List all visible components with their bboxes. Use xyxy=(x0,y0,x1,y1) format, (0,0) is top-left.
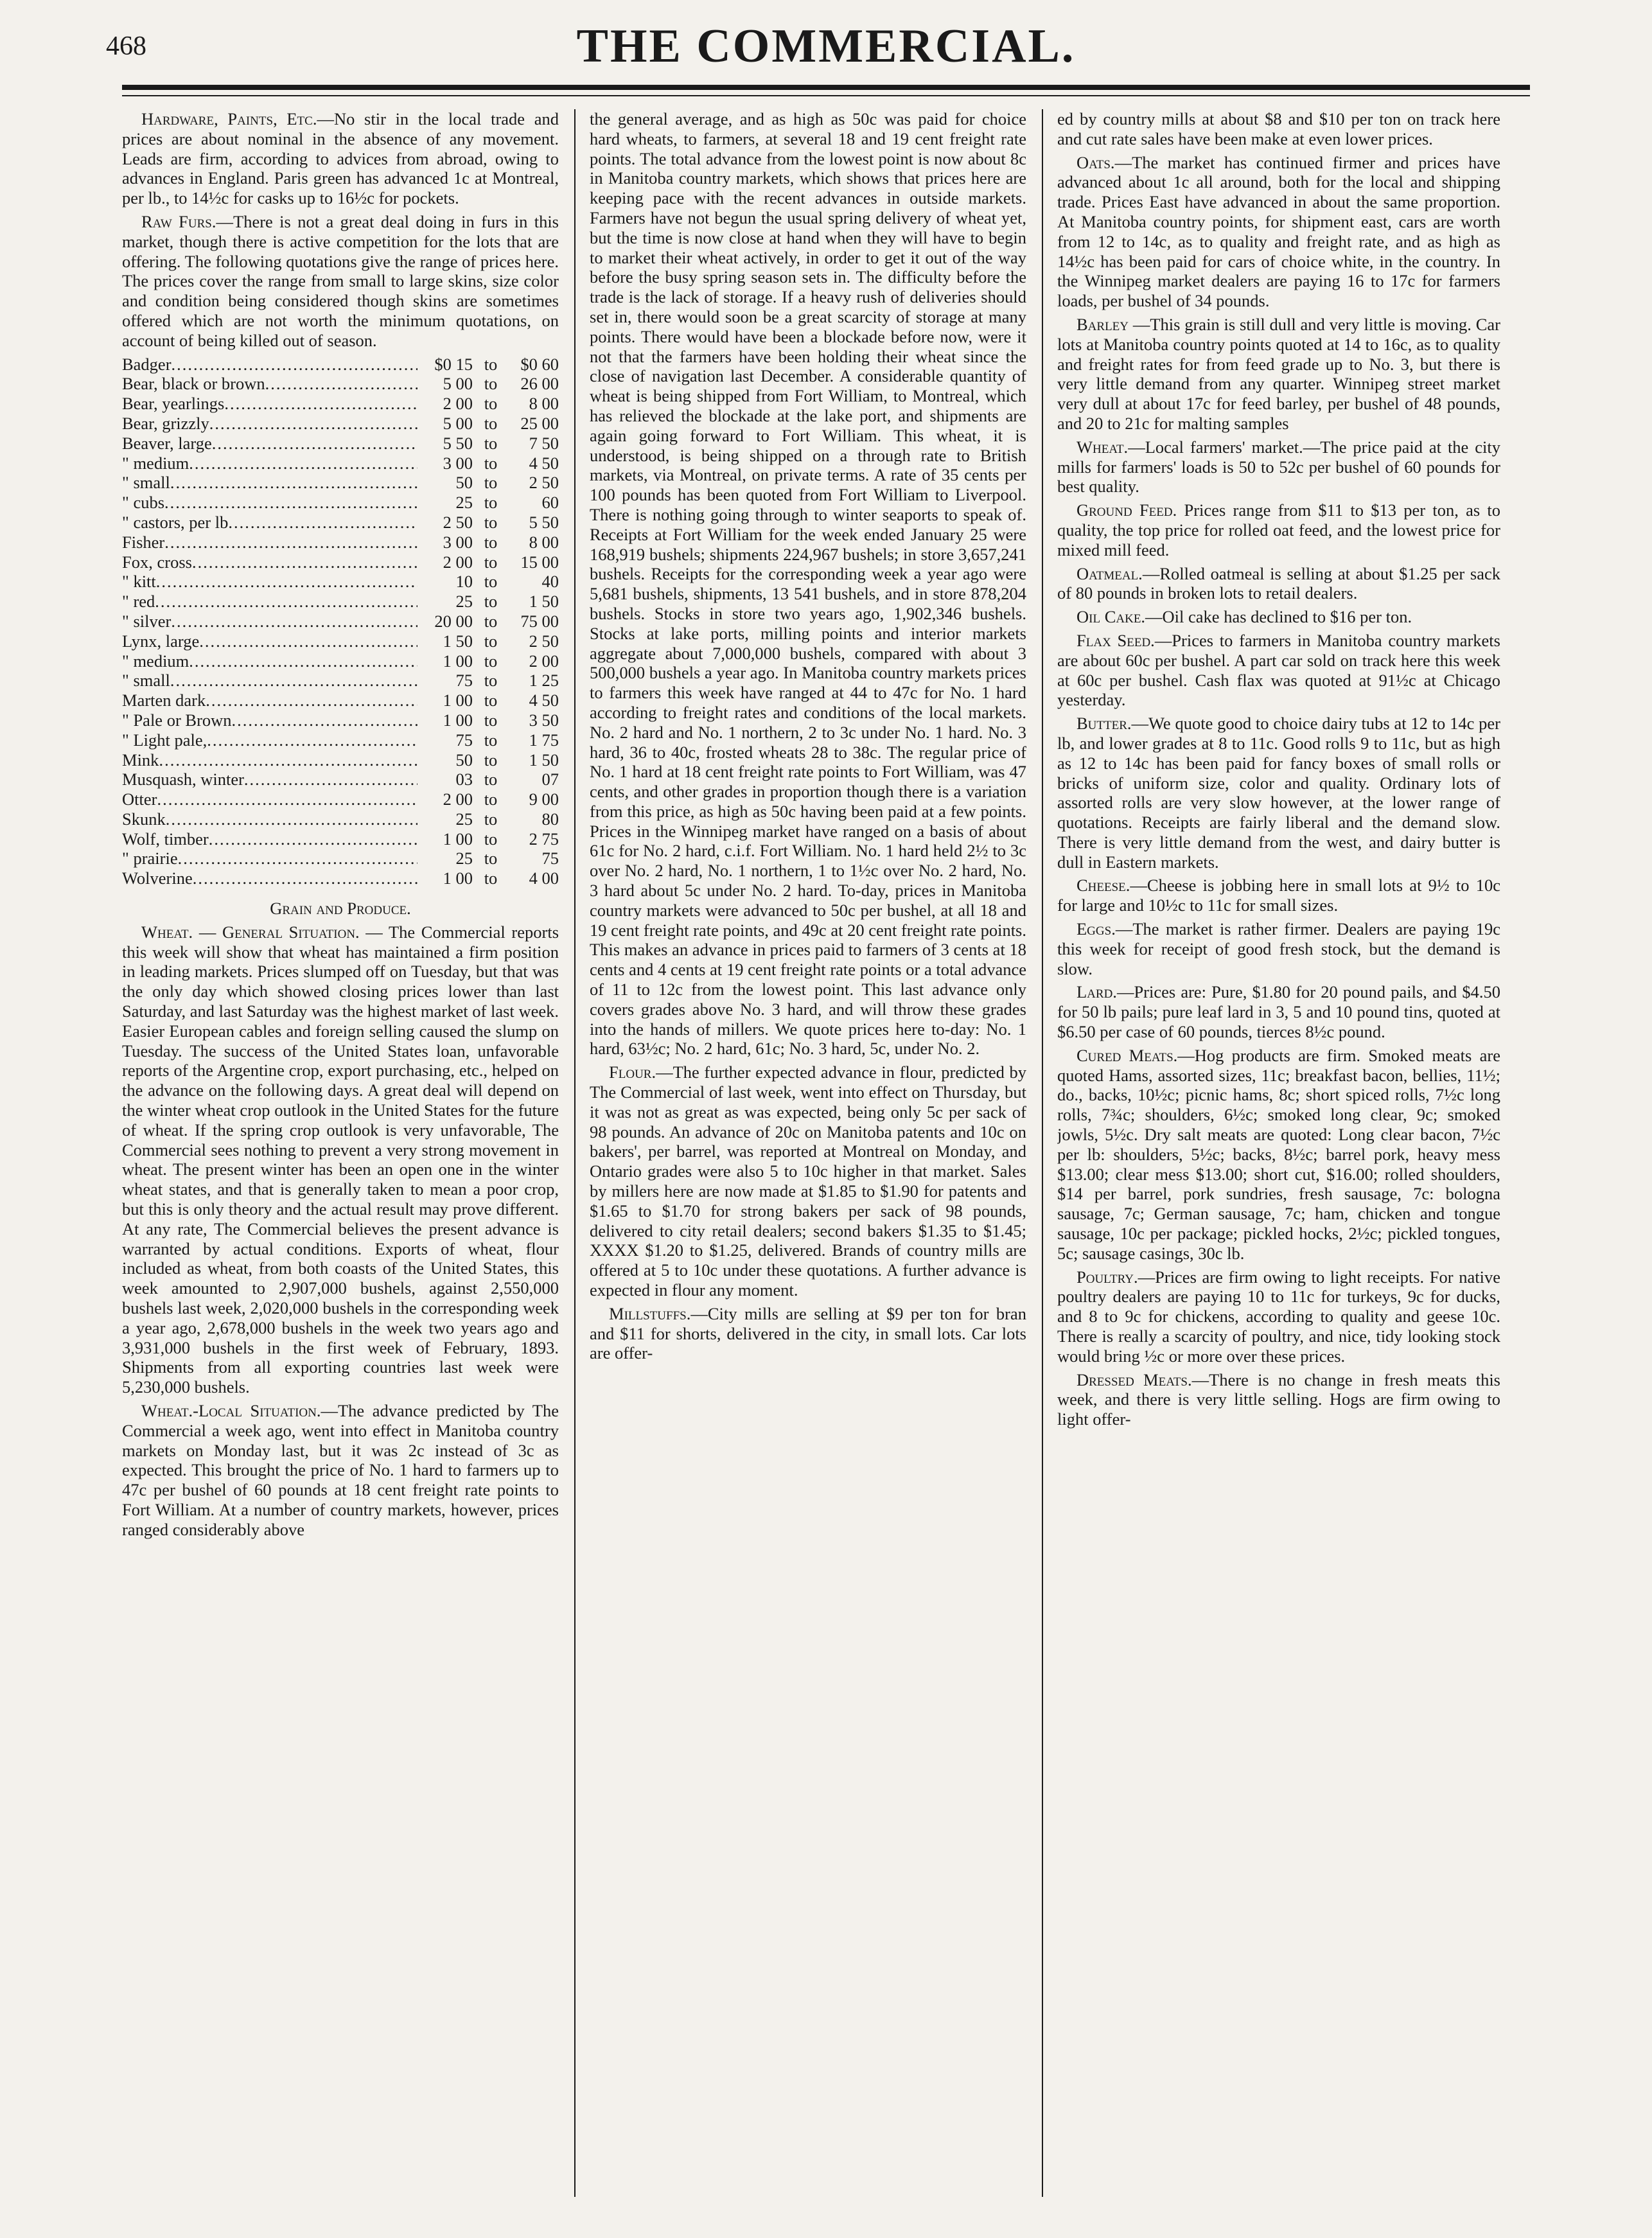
fur-price-high: 1 50 xyxy=(529,750,559,770)
fur-price-row xyxy=(122,572,559,592)
heading-millstuffs: Millstuffs. xyxy=(609,1303,691,1323)
column-2 xyxy=(590,109,1026,2216)
dot-leader xyxy=(189,651,417,671)
fur-price-high: 15 00 xyxy=(520,552,559,572)
fur-price-high: 80 xyxy=(541,809,559,829)
fur-price-low: 25 xyxy=(455,809,473,829)
fur-price-low: 1 50 xyxy=(443,631,473,651)
dot-leader xyxy=(199,631,417,651)
paragraph-ground-feed: Ground Feed. Prices range from $11 to $13 per ton, as to quality, the top price for rolled oat feed, and the lowest price for mixed mill feed. xyxy=(1057,500,1500,560)
dot-leader xyxy=(159,750,417,770)
heading-ground-feed: Ground Feed. xyxy=(1076,500,1177,520)
dot-leader xyxy=(189,454,417,473)
heading-wheat-general: Wheat. — General Situation. xyxy=(141,922,360,942)
fur-price-low: 1 00 xyxy=(443,691,473,710)
fur-price-row xyxy=(122,730,559,750)
fur-price-high: 1 75 xyxy=(529,730,559,750)
fur-price-row xyxy=(122,691,559,710)
fur-name: Fisher xyxy=(122,532,165,552)
fur-price-high: 5 50 xyxy=(529,512,559,532)
heading-barley: Barley xyxy=(1076,314,1129,334)
fur-price-high: 1 50 xyxy=(529,592,559,612)
dot-leader xyxy=(212,434,417,454)
fur-price-to: to xyxy=(484,592,498,612)
fur-price-to: to xyxy=(484,671,498,691)
section-title-grain: Grain and Produce. xyxy=(270,899,411,919)
heading-eggs: Eggs. xyxy=(1076,919,1116,939)
dot-leader xyxy=(224,394,417,414)
fur-name: Wolf, timber xyxy=(122,829,209,849)
heading-poultry: Poultry. xyxy=(1076,1267,1138,1287)
fur-price-to: to xyxy=(484,413,498,433)
column-divider-1 xyxy=(574,109,576,2197)
fur-name: Otter xyxy=(122,789,157,809)
fur-price-row xyxy=(122,394,559,414)
fur-name: " medium xyxy=(122,453,189,473)
fur-price-low: 10 xyxy=(455,572,473,592)
page-number: 468 xyxy=(106,31,146,61)
fur-price-low: 3 00 xyxy=(443,453,473,473)
fur-price-low: 25 xyxy=(455,849,473,868)
dot-leader xyxy=(164,493,417,513)
fur-price-high: 7 50 xyxy=(529,433,559,453)
fur-price-high: 9 00 xyxy=(529,789,559,809)
fur-name: " small xyxy=(122,671,170,691)
column-1 xyxy=(122,109,559,2216)
fur-price-row xyxy=(122,809,559,829)
fur-price-row xyxy=(122,829,559,849)
fur-price-low: $0 15 xyxy=(434,354,473,374)
fur-price-row xyxy=(122,868,559,888)
column-3 xyxy=(1057,109,1500,2216)
heading-oil-cake: Oil Cake. xyxy=(1076,607,1146,627)
fur-name: Bear, grizzly xyxy=(122,413,209,433)
paragraph-millstuffs: Millstuffs.—City mills are selling at $9 per ton for bran and $11 for shorts, delivered in the city, in small lots. Car lots are offer- xyxy=(590,1303,1026,1363)
fur-name: " kitt xyxy=(122,572,156,592)
fur-price-high: 4 00 xyxy=(529,868,559,888)
fur-name: " cubs xyxy=(122,493,165,513)
dot-leader xyxy=(206,691,417,710)
fur-name: Marten dark xyxy=(122,691,206,710)
fur-price-row xyxy=(122,789,559,809)
fur-price-row xyxy=(122,612,559,631)
fur-price-to: to xyxy=(484,849,498,868)
fur-price-low: 2 00 xyxy=(443,394,473,414)
fur-price-low: 1 00 xyxy=(443,710,473,730)
dot-leader xyxy=(244,770,417,789)
masthead-rule-thick xyxy=(122,85,1530,90)
paragraph-oats: Oats.—The market has continued firmer and prices have advanced about 1c all around, both for the local and shipping trade. Prices East have advanced in about the same proportion. At Manitoba country points, for shipment east, cars are worth from 12 to 14c, as to quality and freight rate, and as high as 14½c has been paid for cars of choice white, in the country. In the Winnipeg market dealers are paying 16 to 17c for farmers loads, per bushel of 34 pounds. xyxy=(1057,152,1500,311)
fur-price-low: 2 50 xyxy=(443,512,473,532)
paragraph-lard: Lard.—Prices are: Pure, $1.80 for 20 pound pails, and $4.50 for 50 lb pails; pure leaf lard in 3, 5 and 10 pound tins, quoted at $6.50 per case of 60 pounds, tierces 8½c pound. xyxy=(1057,982,1500,1042)
paragraph-butter: Butter.—We quote good to choice dairy tubs at 12 to 14c per lb, and lower grades at 8 to 11c. Good rolls 9 to 11c, but as high as 12 to 14c has been paid for fancy boxes of small rolls or bricks of uniform size, color and quality. Ordinary lots of assorted rolls are very slow however, at the lower range of quotations. Receipts are fairly liberal and the demand slow. There is very little demand from the west, and dairy butter is dull in Eastern markets. xyxy=(1057,714,1500,872)
fur-price-low: 75 xyxy=(455,730,473,750)
heading-lard: Lard. xyxy=(1076,982,1117,1002)
dot-leader xyxy=(209,414,417,434)
fur-name: " medium xyxy=(122,651,189,671)
paragraph-flour: Flour.—The further expected advance in flour, predicted by The Commercial of last week, went into effect on Thursday, but it was not as great as was expected, being only 5c per sack of 98 pounds. An advance of 20c on Manitoba patents and 10c on bakers', per barrel, was reported at Montreal on Monday, and Ontario grades were also 5 to 10c higher in that market. Sales by millers here are now made at $1.85 to $1.90 for patents and $1.65 to $1.70 for strong bakers per sack of 98 pounds, delivered to city retail dealers; second bakers $1.35 to $1.45; XXXX $1.20 to $1.25, delivered. Brands of country mills are offered at 5 to 10c under these quotations. A further advance is expected in flour any moment. xyxy=(590,1062,1026,1300)
fur-price-high: 40 xyxy=(541,572,559,592)
dot-leader xyxy=(170,671,417,691)
fur-name: Musquash, winter xyxy=(122,770,244,789)
fur-price-list xyxy=(122,355,559,889)
dot-leader xyxy=(265,374,417,394)
paragraph-millstuffs-continued: ed by country mills at about $8 and $10 per ton on track here and cut rate sales have been make at even lower prices. xyxy=(1057,109,1500,148)
fur-name: Bear, yearlings xyxy=(122,394,225,414)
fur-price-to: to xyxy=(484,651,498,671)
dot-leader xyxy=(155,592,417,612)
dot-leader xyxy=(157,789,417,809)
fur-price-high: 2 50 xyxy=(529,473,559,493)
fur-price-row xyxy=(122,414,559,434)
paragraph-wheat-local-market: Wheat.—Local farmers' market.—The price paid at the city mills for farmers' loads is 50 to 52c per bushel of 60 pounds for best quality. xyxy=(1057,437,1500,497)
paragraph-oil-cake: Oil Cake.—Oil cake has declined to $16 per ton. xyxy=(1076,607,1412,627)
paragraph-cured-meats: Cured Meats.—Hog products are firm. Smoked meats are quoted Hams, assorted sizes, 11c; breakfast bacon, bellies, 11½; do., backs, 10½c; picnic hams, 8c; short spiced rolls, 7½c long rolls, 7¾c; shoulders, 6½c; smoked long clear, 9c; smoked jowls, 5½c. Dry salt meats are quoted: Long clear bacon, 7½c per lb: shoulders, 5½c; backs, 8½c; barrel pork, heavy mess $13.00; clear mess $13.00; short cut, $16.00; rolled shoulders, $14 per barrel, pork sundries, fresh sausage, 7c: bologna sausage, 7c; German sausage, 7c; ham, chicken and tongue sausage, 10c per package; pickled hocks, 2½c; pickled tongues, 5c; sausage casings, 30c lb. xyxy=(1057,1045,1500,1263)
dot-leader xyxy=(207,730,417,750)
fur-price-row xyxy=(122,849,559,868)
fur-price-row xyxy=(122,770,559,789)
paragraph-hardware: Hardware, Paints, Etc.—No stir in the local trade and prices are about nominal in the absence of any movement. Leads are firm, according to advices from abroad, owing to advances in England. Paris green has advanced 1c at Montreal, per lb., to 14½c for casks up to 16½c for pockets. xyxy=(122,109,559,208)
heading-cheese: Cheese. xyxy=(1076,876,1130,895)
fur-price-to: to xyxy=(484,532,498,552)
fur-name: " silver xyxy=(122,611,171,631)
fur-name: " castors, per lb xyxy=(122,512,229,532)
fur-price-to: to xyxy=(484,829,498,849)
column-divider-2 xyxy=(1042,109,1043,2197)
heading-flax-seed: Flax Seed. xyxy=(1076,630,1155,650)
dot-leader xyxy=(228,513,417,533)
fur-price-row xyxy=(122,434,559,454)
fur-price-low: 1 00 xyxy=(443,651,473,671)
fur-price-to: to xyxy=(484,611,498,631)
fur-price-low: 25 xyxy=(455,592,473,612)
heading-oats: Oats. xyxy=(1076,152,1115,172)
fur-price-low: 50 xyxy=(455,750,473,770)
masthead-rule-thin xyxy=(122,95,1530,96)
fur-price-low: 5 50 xyxy=(443,433,473,453)
heading-flour: Flour. xyxy=(609,1062,656,1082)
dot-leader xyxy=(209,829,417,849)
paragraph-poultry: Poultry.—Prices are firm owing to light receipts. For native poultry dealers are paying 10 to 11c for turkeys, 9c for ducks, and 8 to 9c for chickens, according to quality and geese 10c. There is really a scarcity of poultry, and nice, tidy looking stock would bring ½c or more over these prices. xyxy=(1057,1267,1500,1366)
dot-leader xyxy=(164,533,417,552)
fur-price-to: to xyxy=(484,789,498,809)
dot-leader xyxy=(193,868,417,888)
dot-leader xyxy=(232,710,417,730)
fur-price-high: 8 00 xyxy=(529,394,559,414)
paragraph-raw-furs: Raw Furs.—There is not a great deal doing in furs in this market, though there is active competition for the lots that are offering. The following quotations give the range of prices here. The prices cover the range from small to large skins, size color and condition being considered though skins are sometimes offered which are not worth the minimum quotations, on account of being killed out of season. xyxy=(122,211,559,350)
fur-price-high: 2 00 xyxy=(529,651,559,671)
fur-price-high: $0 60 xyxy=(520,354,559,374)
fur-price-low: 5 00 xyxy=(443,413,473,433)
fur-price-low: 3 00 xyxy=(443,532,473,552)
fur-price-high: 2 75 xyxy=(529,829,559,849)
fur-price-high: 4 50 xyxy=(529,453,559,473)
fur-price-to: to xyxy=(484,631,498,651)
heading-wheat-local-market: Wheat. xyxy=(1076,437,1129,457)
fur-price-to: to xyxy=(484,572,498,592)
fur-price-row xyxy=(122,631,559,651)
fur-price-row xyxy=(122,493,559,513)
fur-name: Beaver, large xyxy=(122,433,212,453)
fur-price-row xyxy=(122,750,559,770)
fur-price-high: 60 xyxy=(541,493,559,513)
dot-leader xyxy=(156,572,417,592)
paragraph-dressed-meats: Dressed Meats.—There is no change in fresh meats this week, and there is very little selling. Hogs are firm owing to light offer- xyxy=(1057,1370,1500,1429)
fur-price-low: 1 00 xyxy=(443,868,473,888)
fur-price-row xyxy=(122,710,559,730)
fur-price-to: to xyxy=(484,691,498,710)
paragraph-wheat-continued: the general average, and as high as 50c was paid for choice hard wheats, to farmers, at several 18 and 19 cent freight rate points. The total advance from the lowest point is now about 8c in Manitoba country markets, which shows that prices here are keeping pace with the recent advances in outside markets. Farmers have not begun the usual spring delivery of wheat yet, but the time is now close at hand when they will have to begin to market their wheat actively, in order to get it out of the way before the busy spring season sets in. The difficulty before the trade is the lack of storage. If a heavy rush of deliveries should set in, there would soon be a great scarcity of storage at many points. There would have been a blockade before now, were it not that the farmers have been holding their wheat since the close of navigation last December. A considerable quantity of wheat is being shipped from Fort William, to Montreal, which has relieved the blockade at the lake port, and shipments are again going forward to Fort William. This wheat, it is understood, is being shipped on a through rate to British markets, via Montreal, on private terms. A rate of 35 cents per 100 pounds has been quoted from Fort William to Liverpool. There is nothing going through to winter seaports to speak of. Receipts at Fort William for the week ended January 25 were 168,919 bushels; shipments 224,967 bushels; in store 3,657,241 bushels. Receipts for the corresponding week a year ago were 5,681 bushels, shipments, 13 541 bushels, and in store 878,204 bushels. Stocks in store two years ago, 1,902,346 bushels. Stocks at lake ports, milling points and interior markets aggregate about 7,000,000 bushels, compared with about 3 500,000 bushels a year ago. In Manitoba country markets prices to farmers this week have ranged at 44 to 47c for No. 1 hard according to freight rates and conditions of the local markets. No. 2 hard and No. 1 northern, 2 to 3c under No. 1 hard. No. 3 hard, 36 to 40c, frosted wheats 28 to 38c. The regular price of No. 1 hard at 18 cent freight rate points to Fort William, was 47 cents, and other grades in proportion though there is a variation from this price, as high as 50c having been paid at a few points. Prices in the Winnipeg market have ranged on a basis of about 61c for No. 2 hard, c.i.f. Fort William. No. 1 hard held 2½ to 3c over No. 2 hard, No. 1 northern, 1 to 1½c over No. 2 hard, No. 3 hard about 5c under No. 2 hard. To-day, prices in Manitoba country markets were advanced to 50c per bushel, at all 18 and 19 cent freight rate points, and 49c at 20 cent freight rate points. This makes an advance in prices paid to farmers of 3 cents at 18 cents and 4 cents at 19 cent freight rate points or a total advance of 11 to 12c from the lowest point. This last advance only covers grades above No. 3 hard, and will throw these grades into the hands of millers. We quote prices here to-day: No. 1 hard, 63½c; No. 2 hard, 61c; No. 3 hard, 5c, under No. 2. xyxy=(590,109,1026,1059)
dot-leader xyxy=(178,849,417,868)
fur-price-high: 25 00 xyxy=(520,413,559,433)
fur-price-low: 03 xyxy=(455,770,473,789)
fur-price-to: to xyxy=(484,750,498,770)
heading-raw-furs: Raw Furs. xyxy=(141,211,216,231)
paragraph-barley: Barley —This grain is still dull and very little is moving. Car lots at Manitoba country points quoted at 14 to 16c, as to quality and freight rates for from feed grade up to No. 3, but there is very little demand from any quarter. Winnipeg street market very dull at about 17c for feed barley, per bushel of 48 pounds, and 20 to 21c for malting samples xyxy=(1057,314,1500,433)
fur-price-to: to xyxy=(484,354,498,374)
paragraph-wheat-general: Wheat. — General Situation. — The Commercial reports this week will show that wheat has maintained a firm position in leading markets. Prices slumped off on Tuesday, but that was the only day which showed closing prices lower than last Saturday, and last Saturday was the highest market of last week. Easier European cables and foreign selling caused the slump on Tuesday. The success of the United States loan, unfavorable reports of the Argentine crop, export purchasing, etc., helped on the advance on the following days. A great deal will depend on the winter wheat crop outlook in the United States for the future of wheat. If the spring crop outlook is very unfavorable, The Commercial sees nothing to prevent a very strong movement in wheat. The present winter has been an open one in the winter wheat states, and that is generally taken to mean a poor crop, but this is only theory and the actual result may prove different. At any rate, The Commercial believes the present advance is warranted by actual conditions. Exports of wheat, flour included as wheat, from both coasts of the United States, this week amounted to 2,907,000 bushels, against 2,550,000 bushels last week, 2,020,000 bushels in the corresponding week a year ago, 2,678,000 bushels in the week two years ago and 3,931,000 bushels in the first week of February, 1893. Shipments from all exporting countries last week were 5,230,000 bushels. xyxy=(122,922,559,1397)
fur-price-low: 1 00 xyxy=(443,829,473,849)
fur-price-row xyxy=(122,671,559,691)
fur-name: " prairie xyxy=(122,849,178,868)
fur-price-to: to xyxy=(484,394,498,414)
heading-wheat-local: Wheat.-Local Situation. xyxy=(141,1401,321,1420)
fur-price-high: 26 00 xyxy=(520,374,559,394)
fur-price-row xyxy=(122,473,559,493)
fur-price-high: 75 xyxy=(541,849,559,868)
fur-price-to: to xyxy=(484,770,498,789)
heading-butter: Butter. xyxy=(1076,714,1132,734)
fur-price-to: to xyxy=(484,374,498,394)
fur-price-row xyxy=(122,355,559,374)
fur-price-low: 20 00 xyxy=(434,611,473,631)
fur-price-to: to xyxy=(484,868,498,888)
masthead-title: THE COMMERCIAL. xyxy=(576,20,1076,73)
fur-price-row xyxy=(122,374,559,394)
fur-price-to: to xyxy=(484,512,498,532)
heading-hardware: Hardware, Paints, Etc. xyxy=(141,109,317,128)
fur-price-to: to xyxy=(484,809,498,829)
fur-price-row xyxy=(122,592,559,612)
paragraph-flax-seed: Flax Seed.—Prices to farmers in Manitoba country markets are about 60c per bushel. A part car sold on track here this week at 60c per bushel. Cash flax was quoted at 91½c at Chicago yesterday. xyxy=(1057,630,1500,710)
dot-leader xyxy=(170,473,417,493)
dot-leader xyxy=(171,612,417,631)
fur-name: " Pale or Brown xyxy=(122,710,232,730)
fur-price-to: to xyxy=(484,493,498,513)
fur-price-to: to xyxy=(484,473,498,493)
fur-price-row xyxy=(122,552,559,572)
fur-price-low: 50 xyxy=(455,473,473,493)
fur-price-low: 2 00 xyxy=(443,789,473,809)
fur-price-row xyxy=(122,533,559,552)
paragraph-oatmeal: Oatmeal.—Rolled oatmeal is selling at about $1.25 per sack of 80 pounds in broken lots to retail dealers. xyxy=(1057,563,1500,603)
fur-name: " red xyxy=(122,592,155,612)
fur-price-row xyxy=(122,651,559,671)
fur-name: Mink xyxy=(122,750,159,770)
fur-price-high: 07 xyxy=(541,770,559,789)
fur-name: Lynx, large xyxy=(122,631,200,651)
fur-name: Wolverine xyxy=(122,868,193,888)
fur-price-row xyxy=(122,454,559,473)
fur-price-to: to xyxy=(484,710,498,730)
fur-price-high: 3 50 xyxy=(529,710,559,730)
fur-price-to: to xyxy=(484,433,498,453)
fur-price-low: 2 00 xyxy=(443,552,473,572)
dot-leader xyxy=(171,355,417,374)
fur-price-low: 25 xyxy=(455,493,473,513)
fur-price-to: to xyxy=(484,552,498,572)
fur-name: Badger xyxy=(122,354,171,374)
fur-price-high: 75 00 xyxy=(520,611,559,631)
fur-name: Bear, black or brown xyxy=(122,374,265,394)
fur-price-row xyxy=(122,513,559,533)
fur-price-to: to xyxy=(484,730,498,750)
fur-name: " small xyxy=(122,473,170,493)
fur-price-low: 5 00 xyxy=(443,374,473,394)
fur-price-high: 8 00 xyxy=(529,532,559,552)
fur-name: Skunk xyxy=(122,809,166,829)
heading-dressed-meats: Dressed Meats. xyxy=(1076,1370,1192,1389)
fur-price-high: 2 50 xyxy=(529,631,559,651)
heading-oatmeal: Oatmeal. xyxy=(1076,563,1143,583)
paragraph-cheese: Cheese.—Cheese is jobbing here in small lots at 9½ to 10c for large and 10½c to 11c for small sizes. xyxy=(1057,876,1500,915)
fur-name: " Light pale, xyxy=(122,730,207,750)
dot-leader xyxy=(192,552,417,572)
fur-price-low: 75 xyxy=(455,671,473,691)
fur-price-high: 4 50 xyxy=(529,691,559,710)
dot-leader xyxy=(166,809,417,829)
paragraph-wheat-local: Wheat.-Local Situation.—The advance predicted by The Commercial a week ago, went into effect in Manitoba country markets on Monday last, but it was 2c instead of 3c as expected. This brought the price of No. 1 hard to farmers up to 47c per bushel of 60 pounds at 18 cent freight rate points to Fort William. At a number of country markets, however, prices ranged considerably above xyxy=(122,1401,559,1539)
fur-name: Fox, cross xyxy=(122,552,192,572)
paragraph-eggs: Eggs.—The market is rather firmer. Dealers are paying 19c this week for receipt of good fresh stock, but the demand is slow. xyxy=(1057,919,1500,978)
fur-price-to: to xyxy=(484,453,498,473)
heading-cured-meats: Cured Meats. xyxy=(1076,1045,1178,1065)
fur-price-high: 1 25 xyxy=(529,671,559,691)
